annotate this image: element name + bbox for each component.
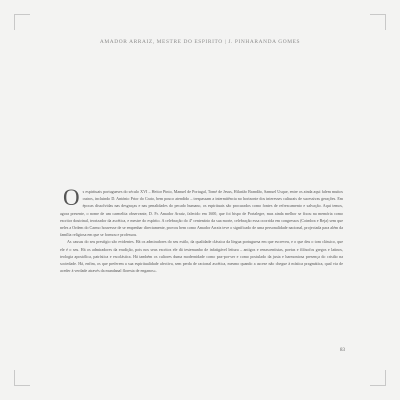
- crop-mark-top-left-h: [14, 14, 30, 15]
- crop-mark-top-right-h: [370, 14, 386, 15]
- page-number: 83: [340, 348, 345, 353]
- crop-mark-top-left-v: [14, 14, 15, 30]
- running-header: AMADOR ARRAIZ, MESTRE DO ESPIRITO | J. PINHARANDA GOMES: [99, 39, 301, 45]
- crop-mark-bottom-left-h: [14, 385, 30, 386]
- crop-mark-top-right-v: [385, 14, 386, 30]
- paragraph-2: As causas do seu prestígio são evidentes. Há os admiradores do seu estilo, da qualidade clássica da língua portuguesa em que escreveu, e o que deu o tom clássico, que ele é o seu. Há os admiradores da erudição, pois nos seus escritos ele dá testemunho de infatigável leitura – antigos e renascentistas, poetas e filósofos gregos e latinos, teologia apostólica, patrística e escolástica. Há também os cultores duma modernidade como paz-por-ser e como postulado da justa e harmoniosa presença do cristão na sociedade. Há, enfim, os que preferem a sua espiritualidade afectiva, sem perda de racional ascética, mesmo quando a ascese não chegue à mística pragmática, qual via de aceder à verdade através da mundanal floresta de enganos».: [60, 239, 343, 274]
- crop-mark-bottom-right-v: [385, 370, 386, 386]
- crop-mark-bottom-left-v: [14, 370, 15, 386]
- crop-mark-bottom-right-h: [370, 385, 386, 386]
- paragraph-1-text: s espirituais portugueses do século XVI – Heitor Pinto, Manuel de Portugal, Tomé de Jesus, Hilarião Brandão, Samuel Usque, entre os ainda aqui falem muitos outros, incluindo D. António Prior do Crato, bem pouco atendido – trespassam a intermitência no horizonte dos interesses culturais de sucessivas gerações. Em épocas dissolvidas nas desgraças e nas penalidades do pecado humano, os espirituais são procurados como fontes de refrescamento e salvação. Aqui temos, agora presente, o nome de um carmelita observante, D. Fr. Amador Arraiz, falecido em 1600, que foi bispo de Portalegre, mas ainda melhor se fixou na memória como escritor doutrinal, teorizador da ascética, e mestre do espírito. A celebração do 4º centenário da sua morte, celebração essa ocorrida em congressos (Coimbra e Beja) sem que neles a Ordem do Carmo houvesse de se empenhar directamente, provou bem como Amador Arraiz teve o significado de uma personalidade nacional, projectada para além da família religiosa em que se formou e professou.: [60, 189, 343, 238]
- body-text: [60, 185, 343, 274]
- paragraph-1: [60, 185, 343, 238]
- drop-cap: O: [63, 185, 80, 210]
